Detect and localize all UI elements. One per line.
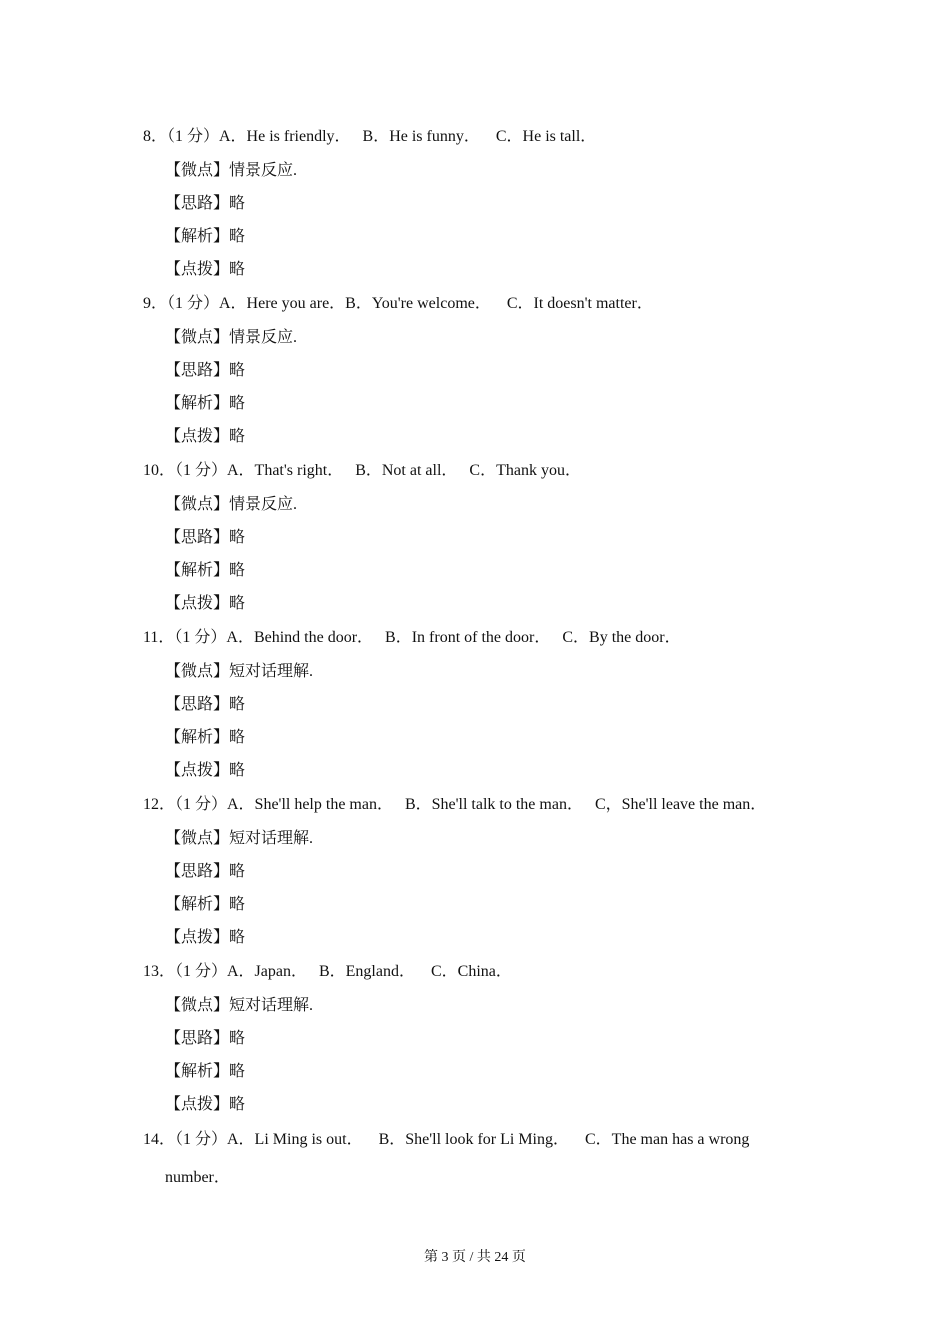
question-13-stem: 13．（1 分）A．Japan． B．England． C．China． (143, 963, 512, 980)
question-10-dianbo: 【点拨】略 (165, 595, 246, 612)
question-11-jiexi: 【解析】略 (165, 729, 246, 746)
question-9-stem: 9．（1 分）A．Here you are．B．You're welcome． C．It doesn't matter． (143, 295, 653, 312)
question-13-dianbo: 【点拨】略 (165, 1096, 246, 1113)
question-9-weidian: 【微点】情景反应. (165, 329, 298, 346)
question-12-weidian: 【微点】短对话理解. (165, 830, 314, 847)
question-10-jiexi: 【解析】略 (165, 562, 246, 579)
question-8-silu: 【思路】略 (165, 195, 246, 212)
question-12-stem: 12．（1 分）A．She'll help the man． B．She'll talk to the man． C，She'll leave the man． (143, 796, 767, 813)
question-10-silu: 【思路】略 (165, 529, 246, 546)
question-8-weidian: 【微点】情景反应. (165, 162, 298, 179)
question-11-stem: 11．（1 分）A．Behind the door． B．In front of the door． C．By the door． (143, 629, 681, 646)
question-8-dianbo: 【点拨】略 (165, 261, 246, 278)
question-9-silu: 【思路】略 (165, 362, 246, 379)
question-8-stem: 8．（1 分）A．He is friendly． B．He is funny． C．He is tall． (143, 128, 597, 145)
question-12-jiexi: 【解析】略 (165, 896, 246, 913)
question-12-dianbo: 【点拨】略 (165, 929, 246, 946)
question-11-dianbo: 【点拨】略 (165, 762, 246, 779)
question-11-weidian: 【微点】短对话理解. (165, 663, 314, 680)
question-13-jiexi: 【解析】略 (165, 1063, 246, 1080)
question-13-silu: 【思路】略 (165, 1030, 246, 1047)
question-10-weidian: 【微点】情景反应. (165, 496, 298, 513)
question-9-dianbo: 【点拨】略 (165, 428, 246, 445)
question-13-weidian: 【微点】短对话理解. (165, 997, 314, 1014)
question-10-stem: 10．（1 分）A．That's right． B．Not at all． C．Thank you． (143, 462, 581, 479)
page-number-footer: 第 3 页 / 共 24 页 (424, 1250, 526, 1265)
question-11-silu: 【思路】略 (165, 696, 246, 713)
question-14-stem: 14．（1 分）A．Li Ming is out． B．She'll look for Li Ming． C．The man has a wrong (143, 1131, 750, 1148)
question-14-stem-continued: number． (165, 1169, 230, 1186)
question-8-jiexi: 【解析】略 (165, 228, 246, 245)
question-12-silu: 【思路】略 (165, 863, 246, 880)
question-9-jiexi: 【解析】略 (165, 395, 246, 412)
